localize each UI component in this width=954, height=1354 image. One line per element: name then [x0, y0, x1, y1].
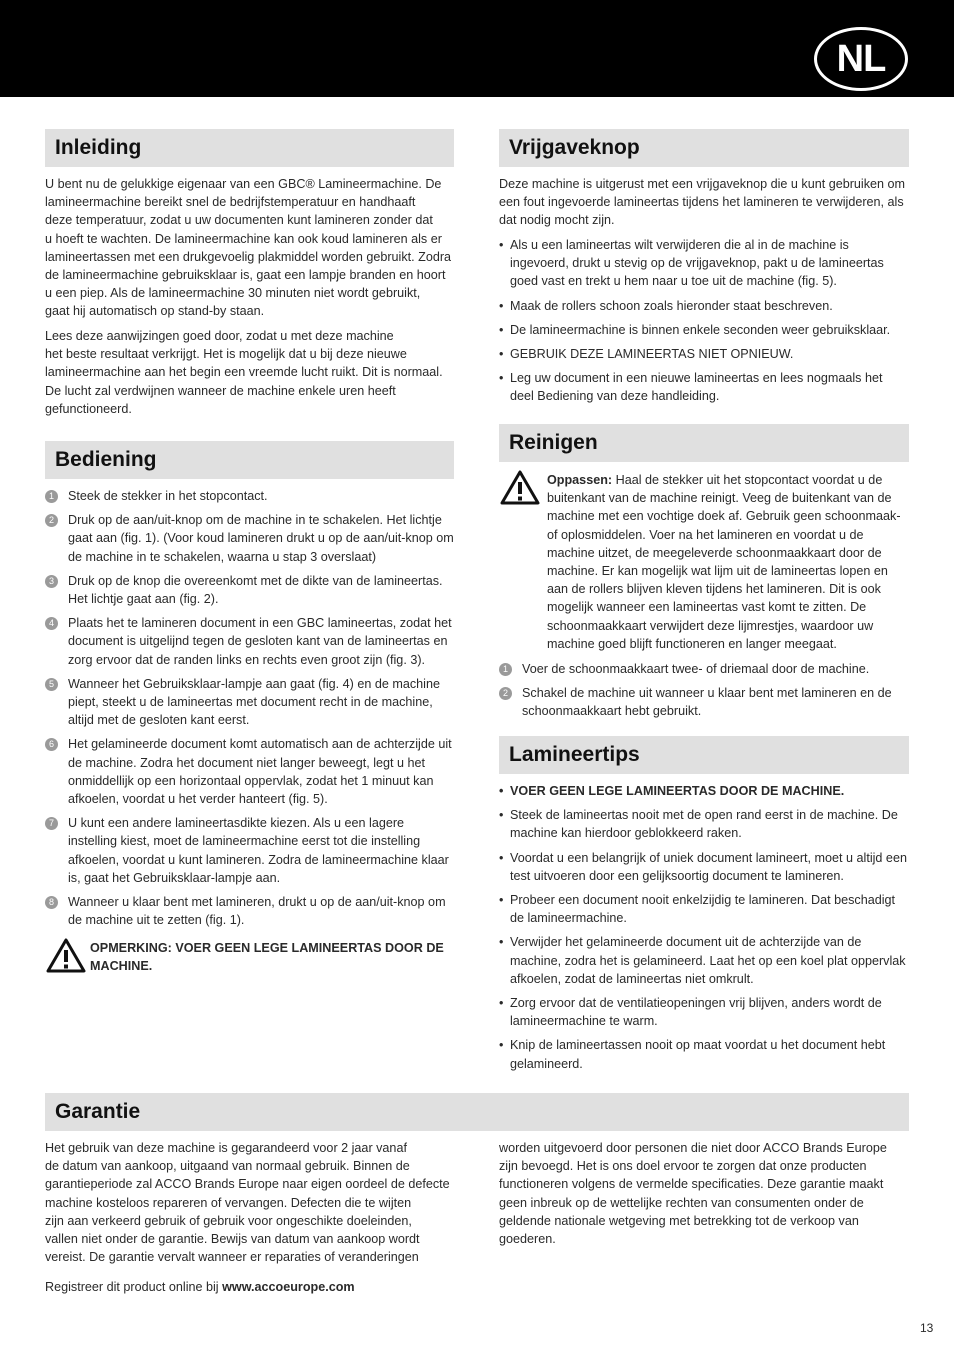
step-number-badge: 2	[45, 514, 58, 527]
step-item	[45, 735, 455, 808]
step-number-badge: 7	[45, 817, 58, 830]
inleiding-heading: Inleiding	[45, 129, 454, 167]
text-line: U bent nu de gelukkige eigenaar van een GBC® Lamineermachine. De	[45, 177, 442, 191]
text-line: u hoeft te wachten. De lamineermachine kan ook koud lamineren als er	[45, 231, 442, 246]
inleiding-paragraph-2	[45, 327, 465, 418]
text-line: de lamineermachine gebruiksklaar is, gaat een lampje branden en hoort	[45, 268, 446, 283]
language-badge: NL	[814, 27, 908, 91]
bullet-item: • Leg uw document in een nieuwe lamineertas en lees nogmaals het deel Bediening van deze handleiding.	[499, 369, 907, 405]
lamineertips-list	[499, 782, 911, 1079]
text-line: Het gebruik van deze machine is gegarandeerd voor 2 jaar vanaf	[45, 1141, 407, 1155]
text-line: gaat hij automatisch op stand-by staan.	[45, 304, 265, 319]
step-text: Steek de stekker in het stopcontact.	[68, 489, 268, 503]
step-item	[45, 572, 455, 608]
step-text: Druk op de aan/uit-knop om de machine in te schakelen. Het lichtje gaat aan (fig. 1). (Voor koud lamineren drukt u op de aan/uit-knop om de machine in te schakelen, waarna u stap 3 overslaat)	[68, 513, 454, 564]
inleiding-paragraph-1	[45, 175, 465, 321]
step-item	[45, 814, 455, 887]
text-line: worden uitgevoerd door personen die niet door ACCO Brands Europe	[499, 1141, 887, 1155]
garantie-heading: Garantie	[45, 1093, 909, 1131]
step-item	[45, 511, 455, 566]
step-number-badge: 5	[45, 678, 58, 691]
step-item	[45, 675, 455, 730]
bediening-heading: Bediening	[45, 441, 454, 479]
step-text: Voer de schoonmaakkaart twee- of driemaal door de machine.	[522, 662, 870, 676]
header-bar	[0, 0, 954, 97]
bediening-warning	[90, 939, 454, 975]
text-line: geen inbreuk op de wettelijke rechten van consumenten onder de	[499, 1195, 864, 1210]
step-number-badge: 1	[499, 663, 512, 676]
vrijgaveknop-intro: Deze machine is uitgerust met een vrijgaveknop die u kunt gebruiken om een fout ingevoerde lamineertas tijdens het lamineren te verwijderen, als dat nodig mocht zijn.	[499, 177, 906, 228]
text-line: lamineertassen met een drukgevoelig plakmiddel worden gebruikt. Zodra	[45, 249, 452, 264]
bediening-steps	[45, 487, 455, 935]
step-text: Plaats het te lamineren document in een GBC lamineertas, zodat het document is uitgelijnd tegen de gesloten kant van de lamineertas en zorg ervoor dat de randen links en rechts even groot zijn (fig. 3).	[68, 616, 452, 667]
step-text: Wanneer u klaar bent met lamineren, drukt u op de aan/uit-knop om de machine uit te zetten (fig. 1).	[68, 895, 446, 928]
page-number: 13	[920, 1321, 934, 1335]
lamineertips-heading: Lamineertips	[499, 736, 909, 774]
step-text: Druk op de knop die overeenkomt met de dikte van de lamineertas. Het lichtje gaat aan (fig. 2).	[68, 573, 443, 607]
reinigen-steps	[499, 660, 909, 727]
bullet-item: • Maak de rollers schoon zoals hieronder staat beschreven.	[499, 297, 907, 315]
step-number-badge: 1	[45, 490, 58, 503]
bullet-item: • VOER GEEN LEGE LAMINEERTAS DOOR DE MACHINE.	[499, 782, 911, 800]
warning-line: MACHINE.	[90, 959, 153, 974]
text-line: garantieperiode zal ACCO Brands Europe naar eigen oordeel de defecte	[45, 1177, 450, 1192]
bullet-item: • Verwijder het gelamineerde document uit de achterzijde van de machine, zodra het is gelamineerd. Laat het op een koel plat oppervlak afkoelen, zodat de lamineertas niet omkrult.	[499, 933, 911, 988]
text-line: vallen niet onder de garantie. Bewijs van datum van aankoop wordt	[45, 1232, 420, 1247]
garantie-text-left	[45, 1139, 465, 1266]
text-line: zijn aan verkeerd gebruik of gebruik voor ongeschikte doeleinden,	[45, 1213, 412, 1228]
text-line: de datum van aankoop, uitgaand van normaal gebruik. Binnen de	[45, 1159, 410, 1174]
text-line: zijn bevoegd. Het is ons doel ervoor te zorgen dat onze producten	[499, 1159, 867, 1174]
text-line: geldende nationale wetgeving met betrekking tot de verkoop van	[499, 1213, 859, 1228]
text-line: lamineermachine aan het begin een vreemde lucht ruikt. Dit is normaal.	[45, 365, 443, 380]
step-number-badge: 6	[45, 738, 58, 751]
bullet-item: • Zorg ervoor dat de ventilatieopeningen vrij blijven, anders wordt de lamineermachine te warm.	[499, 994, 911, 1030]
garantie-text-right	[499, 1139, 911, 1248]
step-item	[45, 893, 455, 929]
text-line: goederen.	[499, 1232, 556, 1247]
bullet-item: • Knip de lamineertassen nooit op maat voordat u het document hebt gelamineerd.	[499, 1036, 911, 1072]
step-text: Het gelamineerde document komt automatisch aan de achterzijde uit de machine. Zodra het document niet langer beweegt, legt u het onmiddellijk op een horizontaal oppervlak, zodat het 1 minuut kan afkoelen, voordat u het verder hanteert (fig. 5).	[68, 737, 452, 807]
bullet-item: • GEBRUIK DEZE LAMINEERTAS NIET OPNIEUW.	[499, 345, 907, 363]
warning-line: OPMERKING: VOER GEEN LEGE LAMINEERTAS DOOR DE	[90, 941, 444, 955]
text-line: De lucht zal verdwijnen wanneer de machine enkele uren heeft	[45, 383, 396, 398]
reinigen-heading: Reinigen	[499, 424, 909, 462]
register-link[interactable]: www.accoeurope.com	[222, 1280, 355, 1294]
step-text: Schakel de machine uit wanneer u klaar bent met lamineren en de schoonmaakkaart hebt gebruikt.	[522, 686, 892, 719]
warning-label: Oppassen:	[547, 473, 613, 487]
step-item	[45, 614, 455, 669]
vrijgaveknop-list	[499, 236, 907, 412]
warning-triangle-icon	[500, 470, 540, 506]
step-item	[499, 684, 909, 720]
vrijgaveknop-heading: Vrijgaveknop	[499, 129, 909, 167]
text-line: machine kosteloos repareren of vervangen. Defecten die te wijten	[45, 1195, 412, 1210]
warning-triangle-icon	[46, 938, 86, 974]
register-text: Registreer dit product online bij	[45, 1280, 219, 1294]
text-line: het beste resultaat verkrijgt. Het is mogelijk dat u bij deze nieuwe	[45, 347, 407, 362]
register-line	[45, 1278, 465, 1296]
warning-text: Haal de stekker uit het stopcontact voordat u de buitenkant van de machine reinigt. Veeg de buitenkant van de machine met een vochtige doek af. Gebruik geen schoonmaak- of oplosmiddelen. Voer na het lamineren en voordat u de machine uitzet, de meegeleverde schoonmaakkaart door de machine. Er kan mogelijk wat lijm uit de lamineertas lopen en aan de rollers blijven kleven tijdens het lamineren. Dit is ook mogelijk wanneer een lamineertas vast komt te zitten. De schoonmaakkaart verwijdert deze lijmrestjes, waardoor uw machine goed blijft functioneren en langer meegaat.	[547, 473, 901, 651]
step-number-badge: 2	[499, 687, 512, 700]
text-line: functioneren volgens de vermelde specificaties. Deze garantie maakt	[499, 1177, 884, 1192]
step-number-badge: 4	[45, 617, 58, 630]
text-line: lamineermachine bereikt snel de bedrijfstemperatuur en handhaaft	[45, 195, 416, 210]
bullet-item: • Steek de lamineertas nooit met de open rand eerst in de machine. De machine kan hierdoor geblokkeerd raken.	[499, 806, 911, 842]
text-line: vereist. De garantie vervalt wanneer er reparaties of veranderingen	[45, 1250, 419, 1265]
bullet-item: • Als u een lamineertas wilt verwijderen die al in de machine is ingevoerd, drukt u stevig op de vrijgaveknop, pakt u de lamineertas goed vast en trekt u hem naar u toe uit de machine (fig. 5).	[499, 236, 907, 291]
step-number-badge: 8	[45, 896, 58, 909]
step-number-badge: 3	[45, 575, 58, 588]
text-line: gefunctioneerd.	[45, 401, 132, 416]
text-line: u een piep. Als de lamineermachine 30 minuten niet wordt gebruikt,	[45, 286, 421, 301]
step-text: Wanneer het Gebruiksklaar-lampje aan gaat (fig. 4) en de machine piept, steekt u de lamineertas met document recht in de machine, altijd met de gesloten kant eerst.	[68, 676, 440, 728]
bullet-item: • De lamineermachine is binnen enkele seconden weer gebruiksklaar.	[499, 321, 907, 339]
text-line: deze temperatuur, zodat u uw documenten kunt lamineren zonder dat	[45, 213, 433, 228]
step-item	[45, 487, 455, 505]
step-text: U kunt een andere lamineertasdikte kiezen. Als u een lagere instelling kiest, moet de lamineermachine eerst tot die instelling afkoelen, voordat u kunt lamineren. Zodra de lamineermachine klaar is, gaat het Gebruiksklaar-lampje aan.	[68, 816, 449, 885]
reinigen-warning	[547, 471, 909, 653]
text-line: Lees deze aanwijzingen goed door, zodat u met deze machine	[45, 329, 394, 343]
bullet-item: • Probeer een document nooit enkelzijdig te lamineren. Dat beschadigt de lamineermachine.	[499, 891, 911, 927]
bullet-item: • Voordat u een belangrijk of uniek document lamineert, moet u altijd een test uitvoeren door een gelijksoortig document te lamineren.	[499, 849, 911, 885]
step-item	[499, 660, 909, 678]
